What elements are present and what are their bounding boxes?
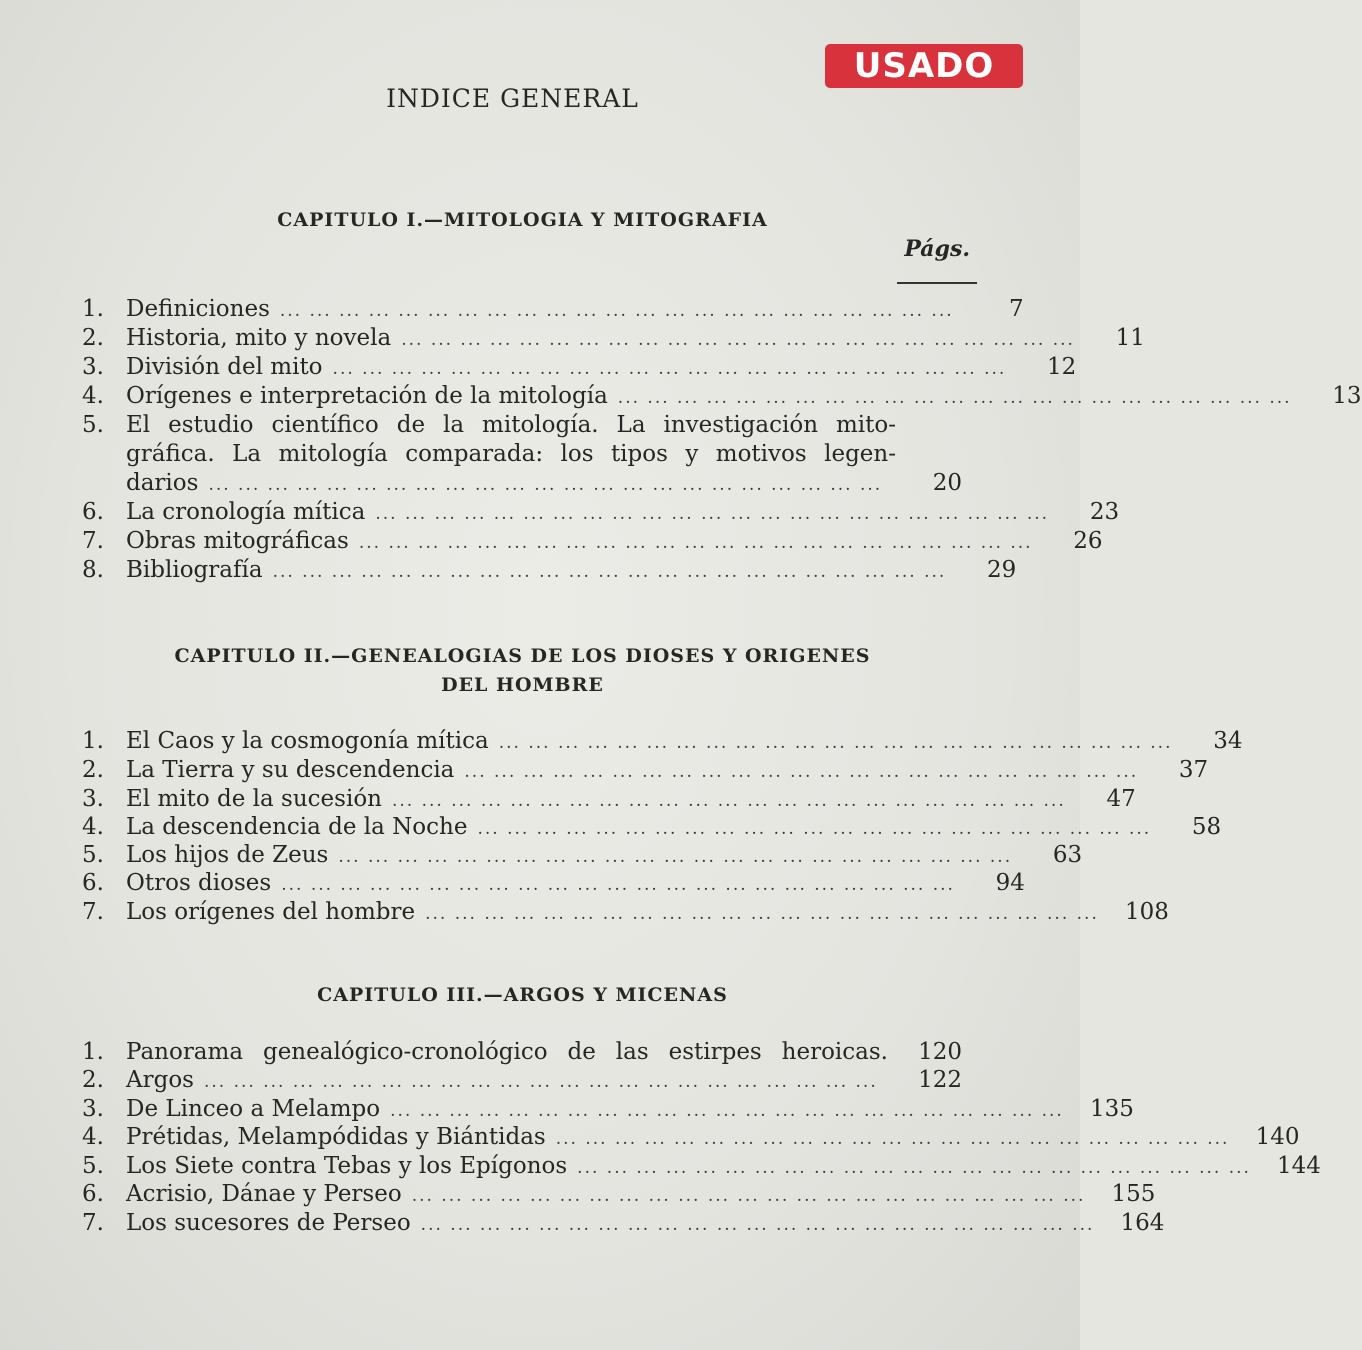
entry-label: El Caos y la cosmogonía mítica [126, 728, 489, 754]
entry-label: La descendencia de la Noche [126, 814, 468, 840]
entry-number: 1. [82, 296, 104, 322]
entry-page: 11 [1115, 325, 1145, 351]
pages-column-label: Págs. [904, 236, 970, 262]
toc-entry [82, 499, 1120, 525]
entry-page: 140 [1255, 1124, 1300, 1150]
entry-page: 29 [987, 557, 1017, 583]
entry-label: La cronología mítica [126, 499, 366, 525]
dot-leader: ... ... ... ... ... ... ... ... ... ... ... ... ... ... ... ... ... ... ... ... ... ... ... [425, 904, 1099, 924]
entry-page: 26 [1073, 528, 1103, 554]
toc-entry [82, 557, 1017, 583]
dot-leader: ... ... ... ... ... ... ... ... ... ... ... ... ... ... ... ... ... ... ... ... ... ... ... [411, 1186, 1086, 1206]
entry-page: 135 [1089, 1096, 1134, 1122]
entry-number: 3. [82, 786, 104, 812]
toc-entry [82, 870, 1025, 896]
entry-label: De Linceo a Melampo [126, 1096, 381, 1122]
toc-entry [82, 325, 1145, 351]
dot-leader: ... ... ... ... ... ... ... ... ... ... ... ... ... ... ... ... ... ... ... ... ... ... ... [498, 733, 1173, 753]
entry-number: 3. [82, 354, 104, 380]
toc-entry [82, 1039, 962, 1065]
entry-number: 2. [82, 757, 104, 783]
entry-label-line-1: El estudio científico de la mitología. La investigación mito- [126, 412, 896, 438]
entry-number: 7. [82, 899, 104, 925]
toc-entry [82, 728, 1243, 754]
entry-label: El mito de la sucesión [126, 786, 382, 812]
entry-number: 6. [82, 1181, 104, 1207]
entry-label: La Tierra y su descendencia [126, 757, 455, 783]
dot-leader: ... ... ... ... ... ... ... ... ... ... ... ... ... ... ... ... ... ... ... ... ... ... ... [375, 504, 1050, 524]
entry-label: Los sucesores de Perseo [126, 1210, 411, 1236]
entry-page: 47 [1106, 786, 1136, 812]
entry-number: 2. [82, 325, 104, 351]
toc-entry [82, 1181, 1156, 1207]
entry-number: 4. [82, 1124, 104, 1150]
entry-number: 1. [82, 728, 104, 754]
entry-number: 4. [82, 383, 104, 409]
dot-leader: ... ... ... ... ... ... ... ... ... ... ... ... ... ... ... ... ... ... ... ... ... ... ... [420, 1215, 1095, 1235]
chapter-2-title-line-2: DEL HOMBRE [441, 674, 604, 696]
entry-page: 12 [1047, 354, 1077, 380]
entry-page: 58 [1191, 814, 1222, 840]
dot-leader: ... ... ... ... ... ... ... ... ... ... ... ... ... ... ... ... ... ... ... ... ... ... ... [464, 762, 1139, 782]
chapter-1-title: CAPITULO I.—MITOLOGIA Y MITOGRAFIA [277, 209, 768, 231]
entry-page: 13 [1332, 383, 1362, 409]
used-badge: USADO [825, 44, 1023, 88]
dot-leader: ... ... ... ... ... ... ... ... ... ... ... ... ... ... ... ... ... ... ... ... ... ... ... [332, 359, 1007, 379]
pages-rule [897, 282, 977, 284]
dot-leader: ... ... ... ... ... ... ... ... ... ... ... ... ... ... ... ... ... ... ... ... ... ... ... [272, 562, 947, 582]
entry-page: 23 [1089, 499, 1120, 525]
toc-entry [82, 528, 1103, 554]
entry-label: Los orígenes del hombre [126, 899, 416, 925]
entry-label: Los Siete contra Tebas y los Epígonos [126, 1153, 568, 1179]
dot-leader: ... ... ... ... ... ... ... ... ... ... ... ... ... ... ... ... ... ... ... ... ... ... ... [281, 875, 955, 895]
entry-number: 3. [82, 1096, 104, 1122]
entry-number: 5. [82, 1153, 104, 1179]
toc-entry [82, 786, 1136, 812]
entry-label: Prétidas, Melampódidas y Biántidas [126, 1124, 546, 1150]
dot-leader: ... ... ... ... ... ... ... ... ... ... ... ... ... ... ... ... ... ... ... ... ... ... ... [208, 475, 883, 495]
chapter-2-title: CAPITULO II.—GENEALOGIAS DE LOS DIOSES Y ORIGENES [174, 645, 871, 667]
dot-leader: ... ... ... ... ... ... ... ... ... ... ... ... ... ... ... ... ... ... ... ... ... ... ... [577, 1158, 1251, 1178]
toc-entry [82, 1124, 1300, 1150]
chapter-3-title: CAPITULO III.—ARGOS Y MICENAS [317, 984, 728, 1006]
entry-page: 7 [1008, 296, 1024, 322]
entry-page: 37 [1178, 757, 1209, 783]
entry-label: Los hijos de Zeus [126, 842, 329, 868]
entry-number: 2. [82, 1067, 104, 1093]
toc-entry [82, 296, 1024, 322]
entry-number: 4. [82, 814, 104, 840]
entry-number: 6. [82, 870, 104, 896]
dot-leader: ... ... ... ... ... ... ... ... ... ... ... ... ... ... ... ... ... ... ... ... ... ... ... [203, 1072, 878, 1092]
entry-label: División del mito [126, 354, 323, 380]
entry-label: Panorama genealógico-cronológico de las estirpes heroicas. [126, 1039, 888, 1065]
toc-entry [82, 470, 962, 496]
entry-label: Obras mitográficas [126, 528, 349, 554]
entry-label: Definiciones [126, 296, 270, 322]
toc-entry [82, 899, 1169, 925]
entry-label: darios [126, 470, 199, 496]
entry-page: 164 [1120, 1210, 1165, 1236]
entry-page: 144 [1277, 1153, 1321, 1179]
dot-leader: ... ... ... ... ... ... ... ... ... ... ... ... ... ... ... ... ... ... ... ... ... ... ... [401, 330, 1075, 350]
toc-entry [82, 354, 1077, 380]
entry-page: 122 [918, 1067, 962, 1093]
entry-number: 6. [82, 499, 104, 525]
entry-page: 63 [1052, 842, 1083, 868]
entry-label: Acrisio, Dánae y Perseo [126, 1181, 402, 1207]
entry-label: Otros dioses [126, 870, 272, 896]
dot-leader: ... ... ... ... ... ... ... ... ... ... ... ... ... ... ... ... ... ... ... ... ... ... ... [358, 533, 1033, 553]
toc-entry [82, 1096, 1134, 1122]
toc-entry [82, 1153, 1321, 1179]
entry-page: 34 [1213, 728, 1243, 754]
entry-page: 155 [1111, 1181, 1156, 1207]
dot-leader: ... ... ... ... ... ... ... ... ... ... ... ... ... ... ... ... ... ... ... ... ... ... ... [391, 791, 1066, 811]
entry-label-line-2: gráfica. La mitología comparada: los tipos y motivos legen- [126, 441, 896, 467]
entry-label: Historia, mito y novela [126, 325, 392, 351]
entry-label: Orígenes e interpretación de la mitología [126, 383, 608, 409]
toc-entry [82, 1210, 1165, 1236]
entry-label: Bibliografía [126, 557, 263, 583]
dot-leader: ... ... ... ... ... ... ... ... ... ... ... ... ... ... ... ... ... ... ... ... ... ... ... [390, 1101, 1064, 1121]
entry-page: 94 [995, 870, 1025, 896]
entry-number: 8. [82, 557, 104, 583]
toc-entry [82, 814, 1222, 840]
dot-leader: ... ... ... ... ... ... ... ... ... ... ... ... ... ... ... ... ... ... ... ... ... ... ... [279, 301, 954, 321]
dot-leader: ... ... ... ... ... ... ... ... ... ... ... ... ... ... ... ... ... ... ... ... ... ... ... [477, 819, 1152, 839]
entry-number: 5. [82, 842, 104, 868]
entry-number: 7. [82, 528, 104, 554]
entry-page: 108 [1124, 899, 1169, 925]
entry-label: Argos [126, 1067, 194, 1093]
entry-number: 5. [82, 412, 104, 438]
dot-leader: ... ... ... ... ... ... ... ... ... ... ... ... ... ... ... ... ... ... ... ... ... ... ... [617, 388, 1292, 408]
toc-entry [82, 1067, 962, 1093]
dot-leader: ... ... ... ... ... ... ... ... ... ... ... ... ... ... ... ... ... ... ... ... ... ... ... [338, 847, 1013, 867]
toc-entry [82, 842, 1083, 868]
toc-entry [82, 757, 1209, 783]
dot-leader: ... ... ... ... ... ... ... ... ... ... ... ... ... ... ... ... ... ... ... ... ... ... ... [555, 1129, 1230, 1149]
entry-page: 120 [918, 1039, 962, 1065]
index-title: INDICE GENERAL [386, 84, 639, 113]
entry-number: 7. [82, 1210, 104, 1236]
entry-page: 20 [932, 470, 962, 496]
entry-number: 1. [82, 1039, 104, 1065]
toc-entry [82, 383, 1362, 409]
